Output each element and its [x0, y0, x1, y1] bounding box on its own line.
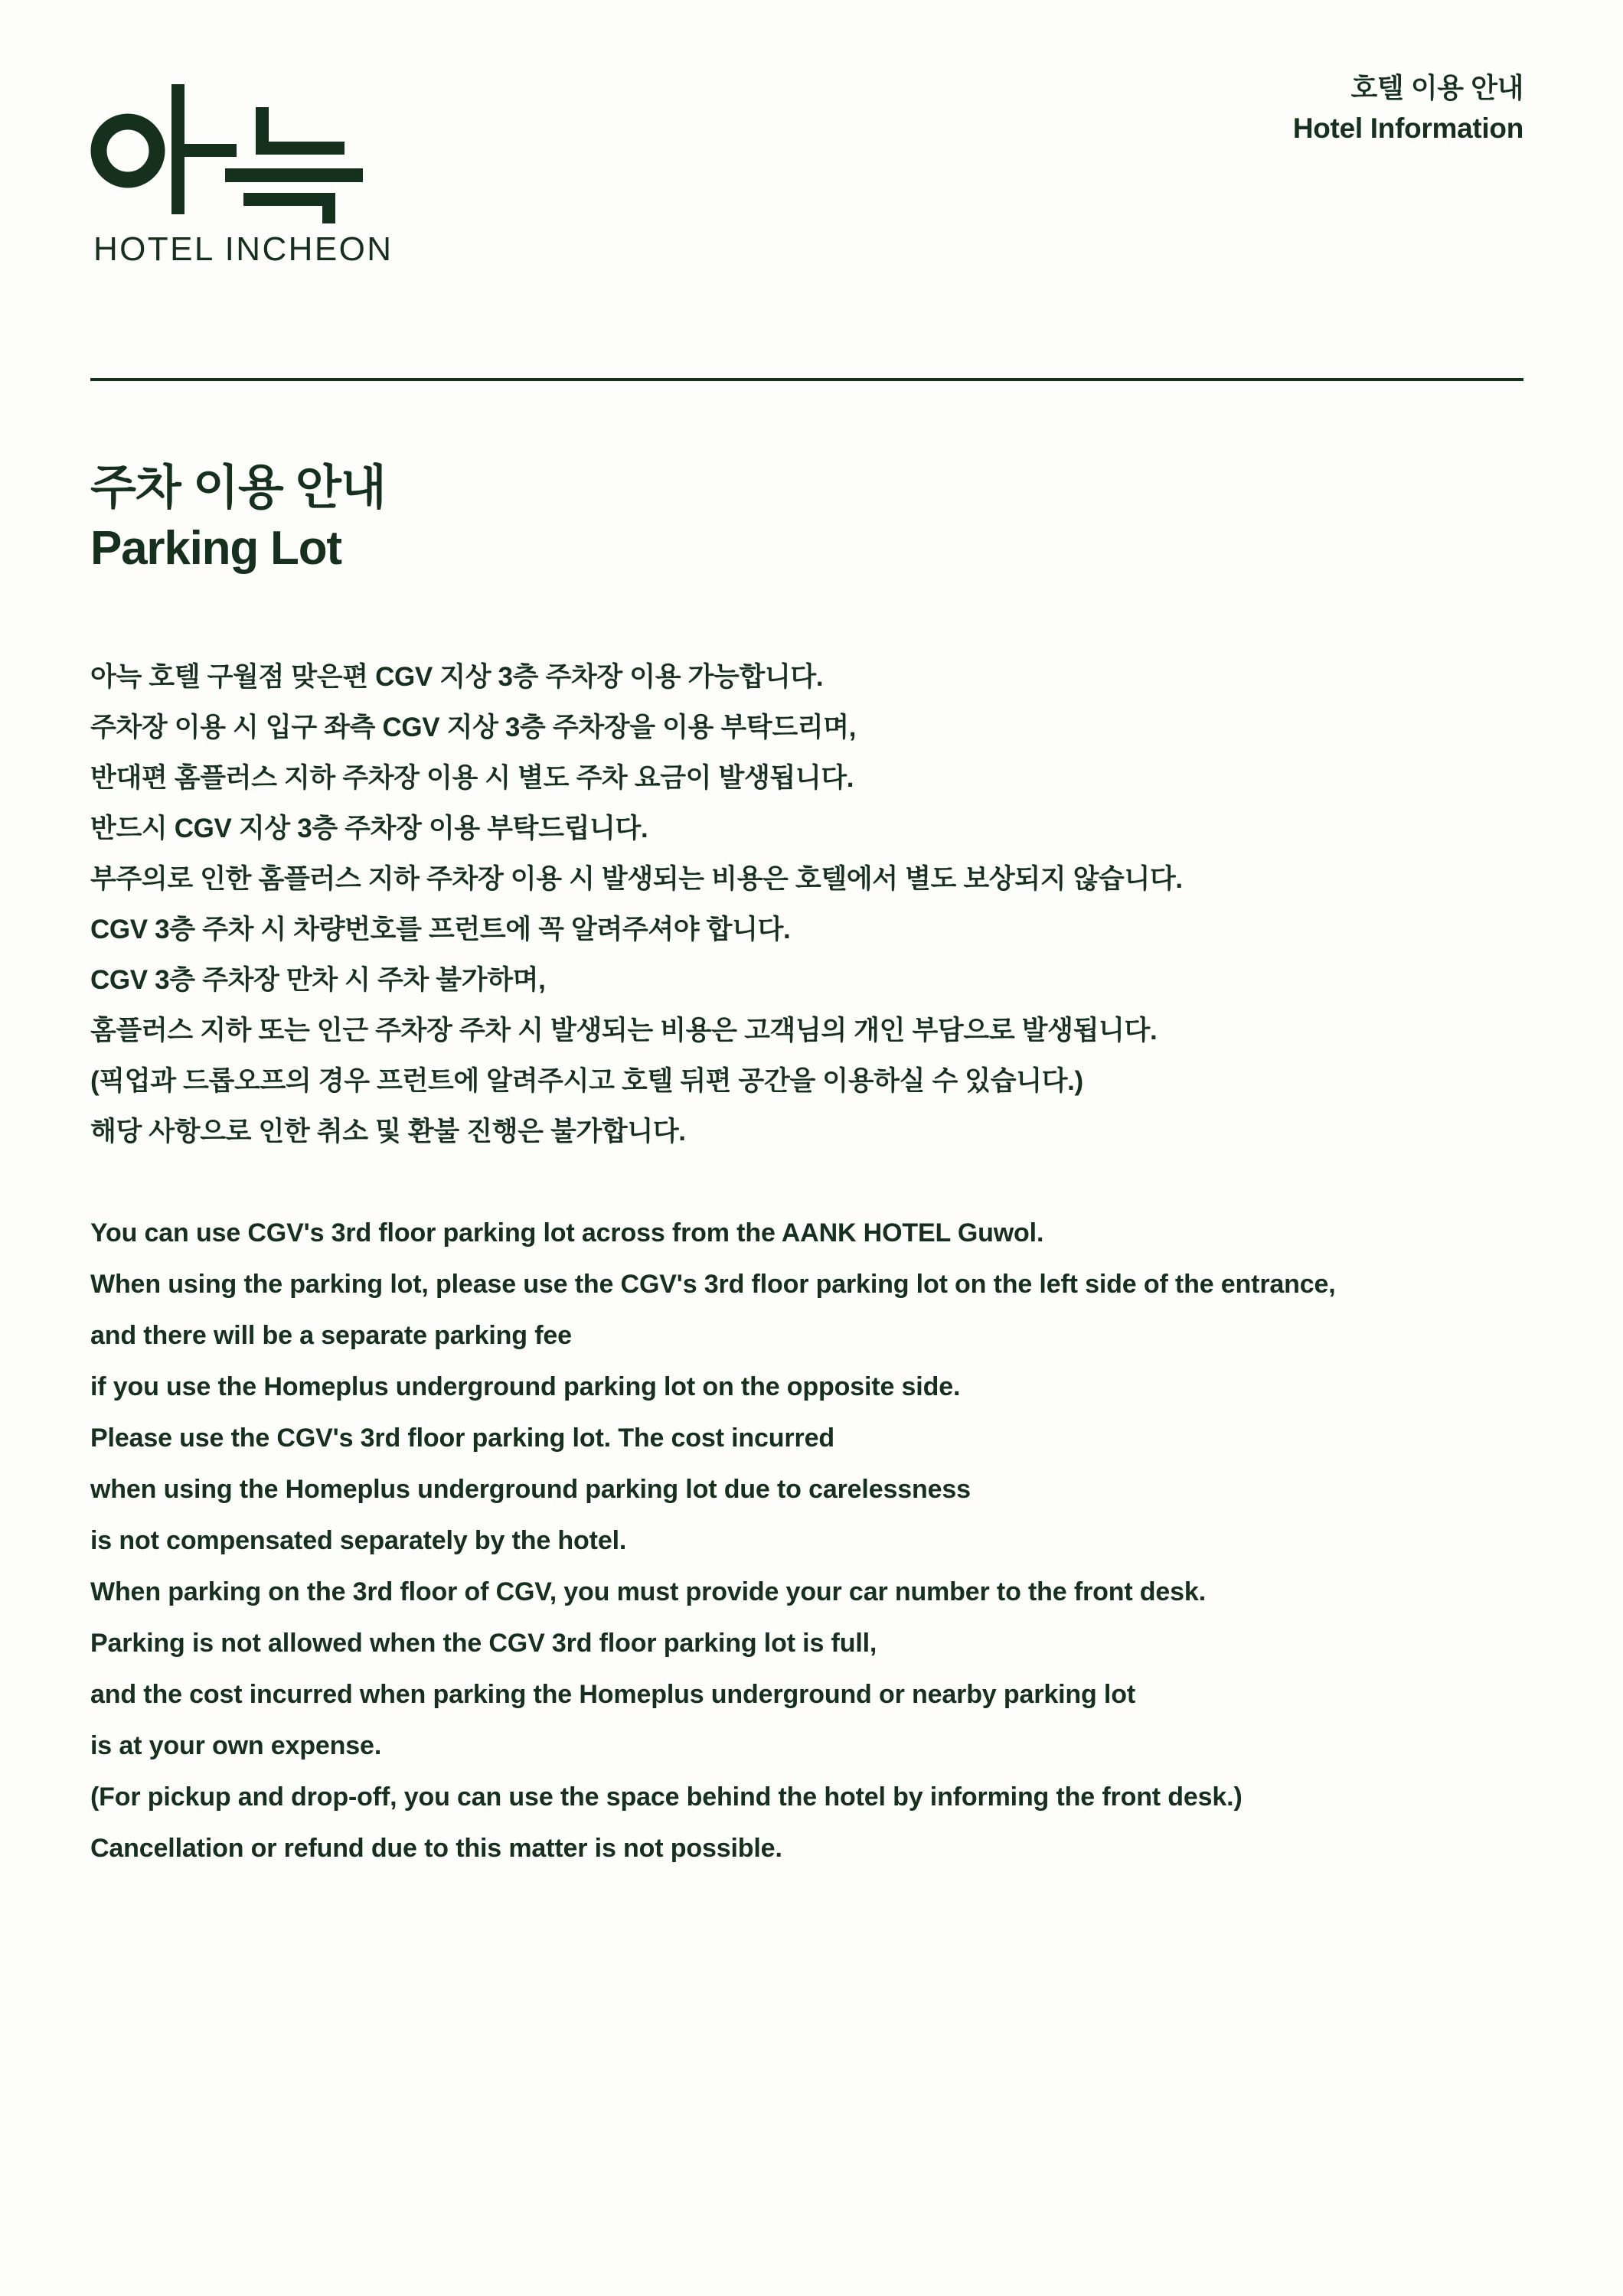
- notice-line: Cancellation or refund due to this matter is not possible.: [90, 1834, 782, 1863]
- notice-line: (For pickup and drop-off, you can use the space behind the hotel by informing the front desk.): [90, 1782, 1243, 1812]
- page-title: [90, 462, 386, 574]
- brand-block: [90, 70, 412, 266]
- notice-line: CGV 3층 주차 시 차량번호를 프런트에 꼭 알려주셔야 합니다.: [90, 915, 791, 944]
- hotel-information-label-ko: 호텔 이용 안내: [1350, 72, 1523, 103]
- header-divider: [90, 378, 1523, 381]
- page-title-ko: 주차 이용 안내: [90, 461, 386, 514]
- notice-line: CGV 3층 주차장 만차 시 주차 불가하며,: [90, 965, 546, 995]
- notice-line: 홈플러스 지하 또는 인근 주차장 주차 시 발생되는 비용은 고객님의 개인 부담으로 발생됩니다.: [90, 1016, 1158, 1045]
- notice-line: is at your own expense.: [90, 1731, 382, 1760]
- notice-line: 해당 사항으로 인한 취소 및 환불 진행은 불가합니다.: [90, 1117, 686, 1146]
- parking-notice-korean: [90, 652, 1545, 1157]
- hotel-information-label-en: Hotel Information: [1292, 113, 1523, 145]
- notice-line: 반대편 홈플러스 지하 주차장 이용 시 별도 주차 요금이 발생됩니다.: [90, 763, 854, 793]
- notice-line: 반드시 CGV 지상 3층 주차장 이용 부탁드립니다.: [90, 814, 648, 843]
- notice-line: is not compensated separately by the hotel.: [90, 1526, 627, 1555]
- aank-logo-icon: [90, 70, 374, 223]
- document-header: [90, 70, 1523, 300]
- notice-line: When parking on the 3rd floor of CGV, you must provide your car number to the front desk.: [90, 1577, 1206, 1606]
- notice-line: and there will be a separate parking fee: [90, 1321, 572, 1350]
- notice-line: and the cost incurred when parking the Homeplus underground or nearby parking lot: [90, 1680, 1135, 1709]
- notice-line: (픽업과 드롭오프의 경우 프런트에 알려주시고 호텔 뒤편 공간을 이용하실 수 있습니다.): [90, 1066, 1083, 1096]
- hotel-information-label: [1293, 70, 1523, 146]
- notice-line: when using the Homeplus underground parking lot due to carelessness: [90, 1475, 971, 1504]
- notice-line: When using the parking lot, please use the CGV's 3rd floor parking lot on the left side of the entrance,: [90, 1270, 1336, 1299]
- brand-wordmark: HOTEL INCHEON: [93, 230, 394, 268]
- notice-line: 아늑 호텔 구월점 맞은편 CGV 지상 3층 주차장 이용 가능합니다.: [90, 662, 824, 692]
- notice-line: if you use the Homeplus underground parking lot on the opposite side.: [90, 1372, 961, 1401]
- notice-line: You can use CGV's 3rd floor parking lot across from the AANK HOTEL Guwol.: [90, 1218, 1044, 1247]
- notice-line: Parking is not allowed when the CGV 3rd floor parking lot is full,: [90, 1629, 877, 1658]
- notice-line: Please use the CGV's 3rd floor parking lot. The cost incurred: [90, 1424, 834, 1453]
- parking-notice-english: [90, 1208, 1545, 1874]
- notice-line: 주차장 이용 시 입구 좌측 CGV 지상 3층 주차장을 이용 부탁드리며,: [90, 713, 857, 742]
- notice-line: 부주의로 인한 홈플러스 지하 주차장 이용 시 발생되는 비용은 호텔에서 별도 보상되지 않습니다.: [90, 864, 1183, 894]
- page-title-en: Parking Lot: [90, 522, 341, 576]
